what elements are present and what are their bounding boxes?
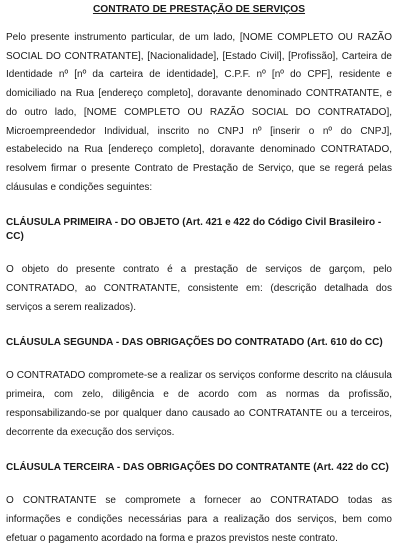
clause-3-heading: CLÁUSULA TERCEIRA - DAS OBRIGAÇÕES DO CONTRATANTE (Art. 422 do CC) [6, 462, 389, 474]
clause-2-heading: CLÁUSULA SEGUNDA - DAS OBRIGAÇÕES DO CONTRATADO (Art. 610 do CC) [6, 337, 383, 349]
preamble-paragraph: Pelo presente instrumento particular, de um lado, [NOME COMPLETO OU RAZÃO SOCIAL DO CONTRATANTE], [Nacionalidade], [Estado Civil], [Profissão], Carteira de Identidade nº [nº da carteira de identidade], C.P.F. nº [nº do CPF], residente e domiciliado na Rua [endereço completo], doravante denominado CONTRATANTE, e do outro lado, [NOME COMPLETO OU RAZÃO SOCIAL DO CONTRATADO], Microempreendedor Individual, inscrito no CNPJ nº [inserir o nº do CNPJ], estabelecido na Rua [endereço completo], doravante denominado CONTRATADO, resolvem firmar o presente Contrato de Prestação de Serviço, que se regerá pelas cláusulas e condições seguintes: [6, 32, 392, 193]
clause-3-body: O CONTRATANTE se compromete a fornecer ao CONTRATADO todas as informações e condições necessárias para a realização dos serviços, bem como efetuar o pagamento acordado na forma e prazos previstos neste contrato. [6, 495, 392, 544]
clause-1-heading: CLÁUSULA PRIMEIRA - DO OBJETO (Art. 421 e 422 do Código Civil Brasileiro - CC) [6, 217, 382, 243]
clause-1-body: O objeto do presente contrato é a prestação de serviços de garçom, pelo CONTRATADO, ao CONTRATANTE, consistente em: (descrição detalhada dos serviços a serem realizados). [6, 264, 392, 313]
clause-2-body: O CONTRATADO compromete-se a realizar os serviços conforme descrito na cláusula primeira, com zelo, diligência e de acordo com as normas da profissão, responsabilizando-se por qualquer dano causado ao CONTRATANTE ou a terceiros, decorrente da execução dos serviços. [6, 370, 392, 438]
document-title: CONTRATO DE PRESTAÇÃO DE SERVIÇOS [92, 4, 306, 15]
